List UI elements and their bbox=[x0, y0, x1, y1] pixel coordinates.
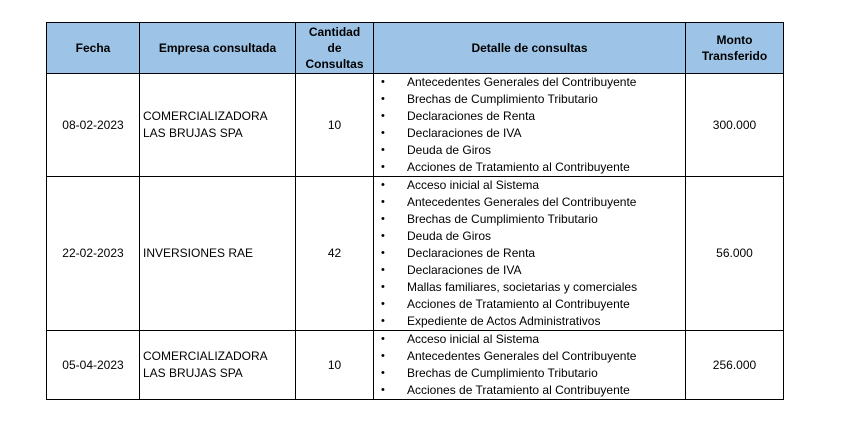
bullet-icon: • bbox=[381, 333, 385, 345]
list-item bbox=[374, 177, 685, 194]
detalle-list bbox=[374, 177, 685, 330]
detalle-text: Declaraciones de IVA bbox=[407, 263, 522, 277]
detalle-text: Deuda de Giros bbox=[407, 143, 492, 157]
cell-monto: 256.000 bbox=[686, 331, 784, 400]
bullet-icon: • bbox=[381, 281, 385, 293]
list-item bbox=[374, 245, 685, 262]
detalle-text: Declaraciones de IVA bbox=[407, 126, 522, 140]
header-empresa: Empresa consultada bbox=[140, 23, 296, 74]
cell-monto: 56.000 bbox=[686, 177, 784, 331]
bullet-icon: • bbox=[381, 93, 385, 105]
empresa-line-1: COMERCIALIZADORA bbox=[143, 109, 268, 123]
bullet-icon: • bbox=[381, 367, 385, 379]
cell-cantidad: 10 bbox=[296, 74, 374, 177]
detalle-text: Mallas familiares, societarias y comerciales bbox=[407, 280, 638, 294]
list-item bbox=[374, 211, 685, 228]
list-item bbox=[374, 159, 685, 176]
list-item bbox=[374, 331, 685, 348]
detalle-text: Acceso inicial al Sistema bbox=[407, 332, 540, 346]
bullet-icon: • bbox=[381, 144, 385, 156]
cell-fecha: 08-02-2023 bbox=[47, 74, 140, 177]
empresa-line-2: LAS BRUJAS SPA bbox=[143, 126, 243, 140]
list-item bbox=[374, 194, 685, 211]
detalle-text: Expediente de Actos Administrativos bbox=[407, 314, 601, 328]
bullet-icon: • bbox=[381, 298, 385, 310]
header-monto-l1: Monto bbox=[716, 33, 753, 47]
list-item bbox=[374, 382, 685, 399]
list-item bbox=[374, 142, 685, 159]
header-cantidad-l3: Consultas bbox=[305, 57, 364, 71]
detalle-text: Brechas de Cumplimiento Tributario bbox=[407, 92, 598, 106]
list-item bbox=[374, 262, 685, 279]
cell-fecha: 22-02-2023 bbox=[47, 177, 140, 331]
bullet-icon: • bbox=[381, 230, 385, 242]
bullet-icon: • bbox=[381, 127, 385, 139]
detalle-text: Antecedentes Generales del Contribuyente bbox=[407, 349, 637, 363]
bullet-icon: • bbox=[381, 350, 385, 362]
list-item bbox=[374, 125, 685, 142]
list-item bbox=[374, 365, 685, 382]
header-monto-l2: Transferido bbox=[701, 49, 768, 63]
bullet-icon: • bbox=[381, 264, 385, 276]
header-cantidad-l2: de bbox=[327, 41, 342, 55]
cell-fecha: 05-04-2023 bbox=[47, 331, 140, 400]
detalle-text: Antecedentes Generales del Contribuyente bbox=[407, 195, 637, 209]
cell-detalle bbox=[374, 177, 686, 331]
detalle-list bbox=[374, 74, 685, 176]
bullet-icon: • bbox=[381, 179, 385, 191]
list-item bbox=[374, 228, 685, 245]
cell-detalle bbox=[374, 331, 686, 400]
list-item bbox=[374, 74, 685, 91]
empresa-line-1: INVERSIONES RAE bbox=[143, 246, 254, 260]
header-cantidad-l1: Cantidad bbox=[308, 25, 361, 39]
bullet-icon: • bbox=[381, 247, 385, 259]
cell-empresa bbox=[140, 74, 296, 177]
detalle-list bbox=[374, 331, 685, 399]
table-row bbox=[47, 331, 784, 400]
list-item bbox=[374, 313, 685, 330]
detalle-text: Brechas de Cumplimiento Tributario bbox=[407, 212, 598, 226]
detalle-text: Acciones de Tratamiento al Contribuyente bbox=[407, 383, 630, 397]
list-item bbox=[374, 91, 685, 108]
table-row bbox=[47, 177, 784, 331]
detalle-text: Antecedentes Generales del Contribuyente bbox=[407, 75, 637, 89]
list-item bbox=[374, 296, 685, 313]
detalle-text: Declaraciones de Renta bbox=[407, 109, 536, 123]
detalle-text: Acceso inicial al Sistema bbox=[407, 178, 540, 192]
bullet-icon: • bbox=[381, 315, 385, 327]
bullet-icon: • bbox=[381, 213, 385, 225]
cell-cantidad: 10 bbox=[296, 331, 374, 400]
cell-monto: 300.000 bbox=[686, 74, 784, 177]
bullet-icon: • bbox=[381, 76, 385, 88]
detalle-text: Deuda de Giros bbox=[407, 229, 492, 243]
bullet-icon: • bbox=[381, 161, 385, 173]
header-row bbox=[47, 23, 784, 74]
empresa-line-1: COMERCIALIZADORA bbox=[143, 349, 268, 363]
header-cantidad bbox=[296, 23, 374, 74]
consultas-table bbox=[46, 22, 784, 400]
detalle-text: Declaraciones de Renta bbox=[407, 246, 536, 260]
table-row bbox=[47, 74, 784, 177]
header-fecha: Fecha bbox=[47, 23, 140, 74]
cell-detalle bbox=[374, 74, 686, 177]
bullet-icon: • bbox=[381, 110, 385, 122]
detalle-text: Acciones de Tratamiento al Contribuyente bbox=[407, 297, 630, 311]
list-item bbox=[374, 279, 685, 296]
list-item bbox=[374, 348, 685, 365]
detalle-text: Acciones de Tratamiento al Contribuyente bbox=[407, 160, 630, 174]
cell-empresa bbox=[140, 177, 296, 331]
bullet-icon: • bbox=[381, 196, 385, 208]
empresa-line-2: LAS BRUJAS SPA bbox=[143, 366, 243, 380]
header-detalle: Detalle de consultas bbox=[374, 23, 686, 74]
list-item bbox=[374, 108, 685, 125]
detalle-text: Brechas de Cumplimiento Tributario bbox=[407, 366, 598, 380]
cell-cantidad: 42 bbox=[296, 177, 374, 331]
bullet-icon: • bbox=[381, 384, 385, 396]
cell-empresa bbox=[140, 331, 296, 400]
header-monto bbox=[686, 23, 784, 74]
